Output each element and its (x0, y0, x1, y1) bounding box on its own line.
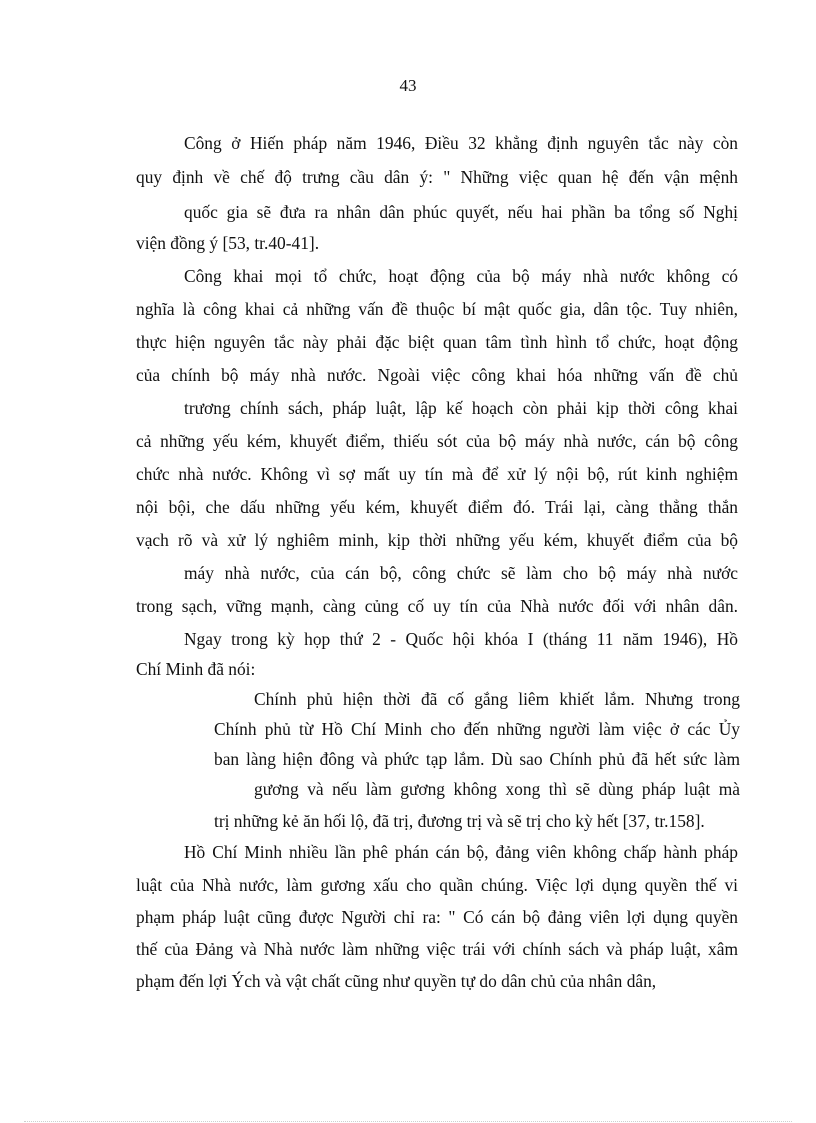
text-line: viện đồng ý [53, tr.40-41]. (136, 233, 320, 253)
text-line: Công ở Hiến pháp năm 1946, Điều 32 khẳng định nguyên tắc này còn (184, 133, 738, 153)
text-line: quy định về chế độ trưng cầu dân ý: " Những việc quan hệ đến vận mệnh (136, 167, 738, 187)
text-line: phạm đến lợi Ých và vật chất cũng như quyền tự do dân chủ của nhân dân, (136, 971, 657, 991)
text-line: nội bội, che dấu những yếu kém, khuyết điểm đó. Trái lại, càng thẳng thắn (136, 497, 738, 517)
text-line: cả những yếu kém, khuyết điểm, thiếu sót của bộ máy nhà nước, cán bộ công (136, 431, 738, 451)
text-line: Công khai mọi tổ chức, hoạt động của bộ máy nhà nước không có (184, 266, 738, 286)
text-line: thế của Đảng và Nhà nước làm những việc trái với chính sách và pháp luật, xâm (136, 939, 738, 959)
text-line: chức nhà nước. Không vì sợ mất uy tín mà để xử lý nội bộ, rút kinh nghiệm (136, 464, 738, 484)
text-line: Chí Minh đã nói: (136, 659, 256, 679)
text-line: luật của Nhà nước, làm gương xấu cho quần chúng. Việc lợi dụng quyền thế vi (136, 875, 738, 895)
quote-line: trị những kẻ ăn hối lộ, đã trị, đương trị và sẽ trị cho kỳ hết [37, tr.158]. (214, 811, 705, 831)
text-line: của chính bộ máy nhà nước. Ngoài việc công khai hóa những vấn đề chủ (136, 365, 738, 385)
text-line: phạm pháp luật cũng được Người chỉ ra: " Có cán bộ đảng viên lợi dụng quyền (136, 907, 738, 927)
text-line: Ngay trong kỳ họp thứ 2 - Quốc hội khóa I (tháng 11 năm 1946), Hồ (184, 629, 738, 649)
text-line: trong sạch, vững mạnh, càng củng cố uy tín của Nhà nước đối với nhân dân. (136, 596, 738, 616)
text-line: nghĩa là công khai cả những vấn đề thuộc bí mật quốc gia, dân tộc. Tuy nhiên, (136, 299, 738, 319)
text-line: trương chính sách, pháp luật, lập kế hoạch còn phải kịp thời công khai (184, 398, 738, 418)
quote-line: gương và nếu làm gương không xong thì sẽ dùng pháp luật mà (254, 779, 740, 799)
text-line: Hồ Chí Minh nhiều lần phê phán cán bộ, đảng viên không chấp hành pháp (184, 842, 738, 862)
quote-line: ban làng hiện đông và phức tạp lắm. Dù sao Chính phủ đã hết sức làm (214, 749, 740, 769)
quote-line: Chính phủ từ Hồ Chí Minh cho đến những người làm việc ở các Ủy (214, 719, 740, 739)
text-line: vạch rõ và xử lý nghiêm minh, kịp thời những yếu kém, khuyết điểm của bộ (136, 530, 738, 550)
quote-line: Chính phủ hiện thời đã cố gắng liêm khiết lắm. Nhưng trong (254, 689, 740, 709)
text-line: thực hiện nguyên tắc này phải đặc biệt quan tâm tình hình tổ chức, hoạt động (136, 332, 738, 352)
text-line: quốc gia sẽ đưa ra nhân dân phúc quyết, nếu hai phần ba tổng số Nghị (184, 202, 738, 222)
text-line: máy nhà nước, của cán bộ, công chức sẽ làm cho bộ máy nhà nước (184, 563, 738, 583)
footer-divider (24, 1121, 792, 1122)
page-number: 43 (399, 76, 417, 95)
